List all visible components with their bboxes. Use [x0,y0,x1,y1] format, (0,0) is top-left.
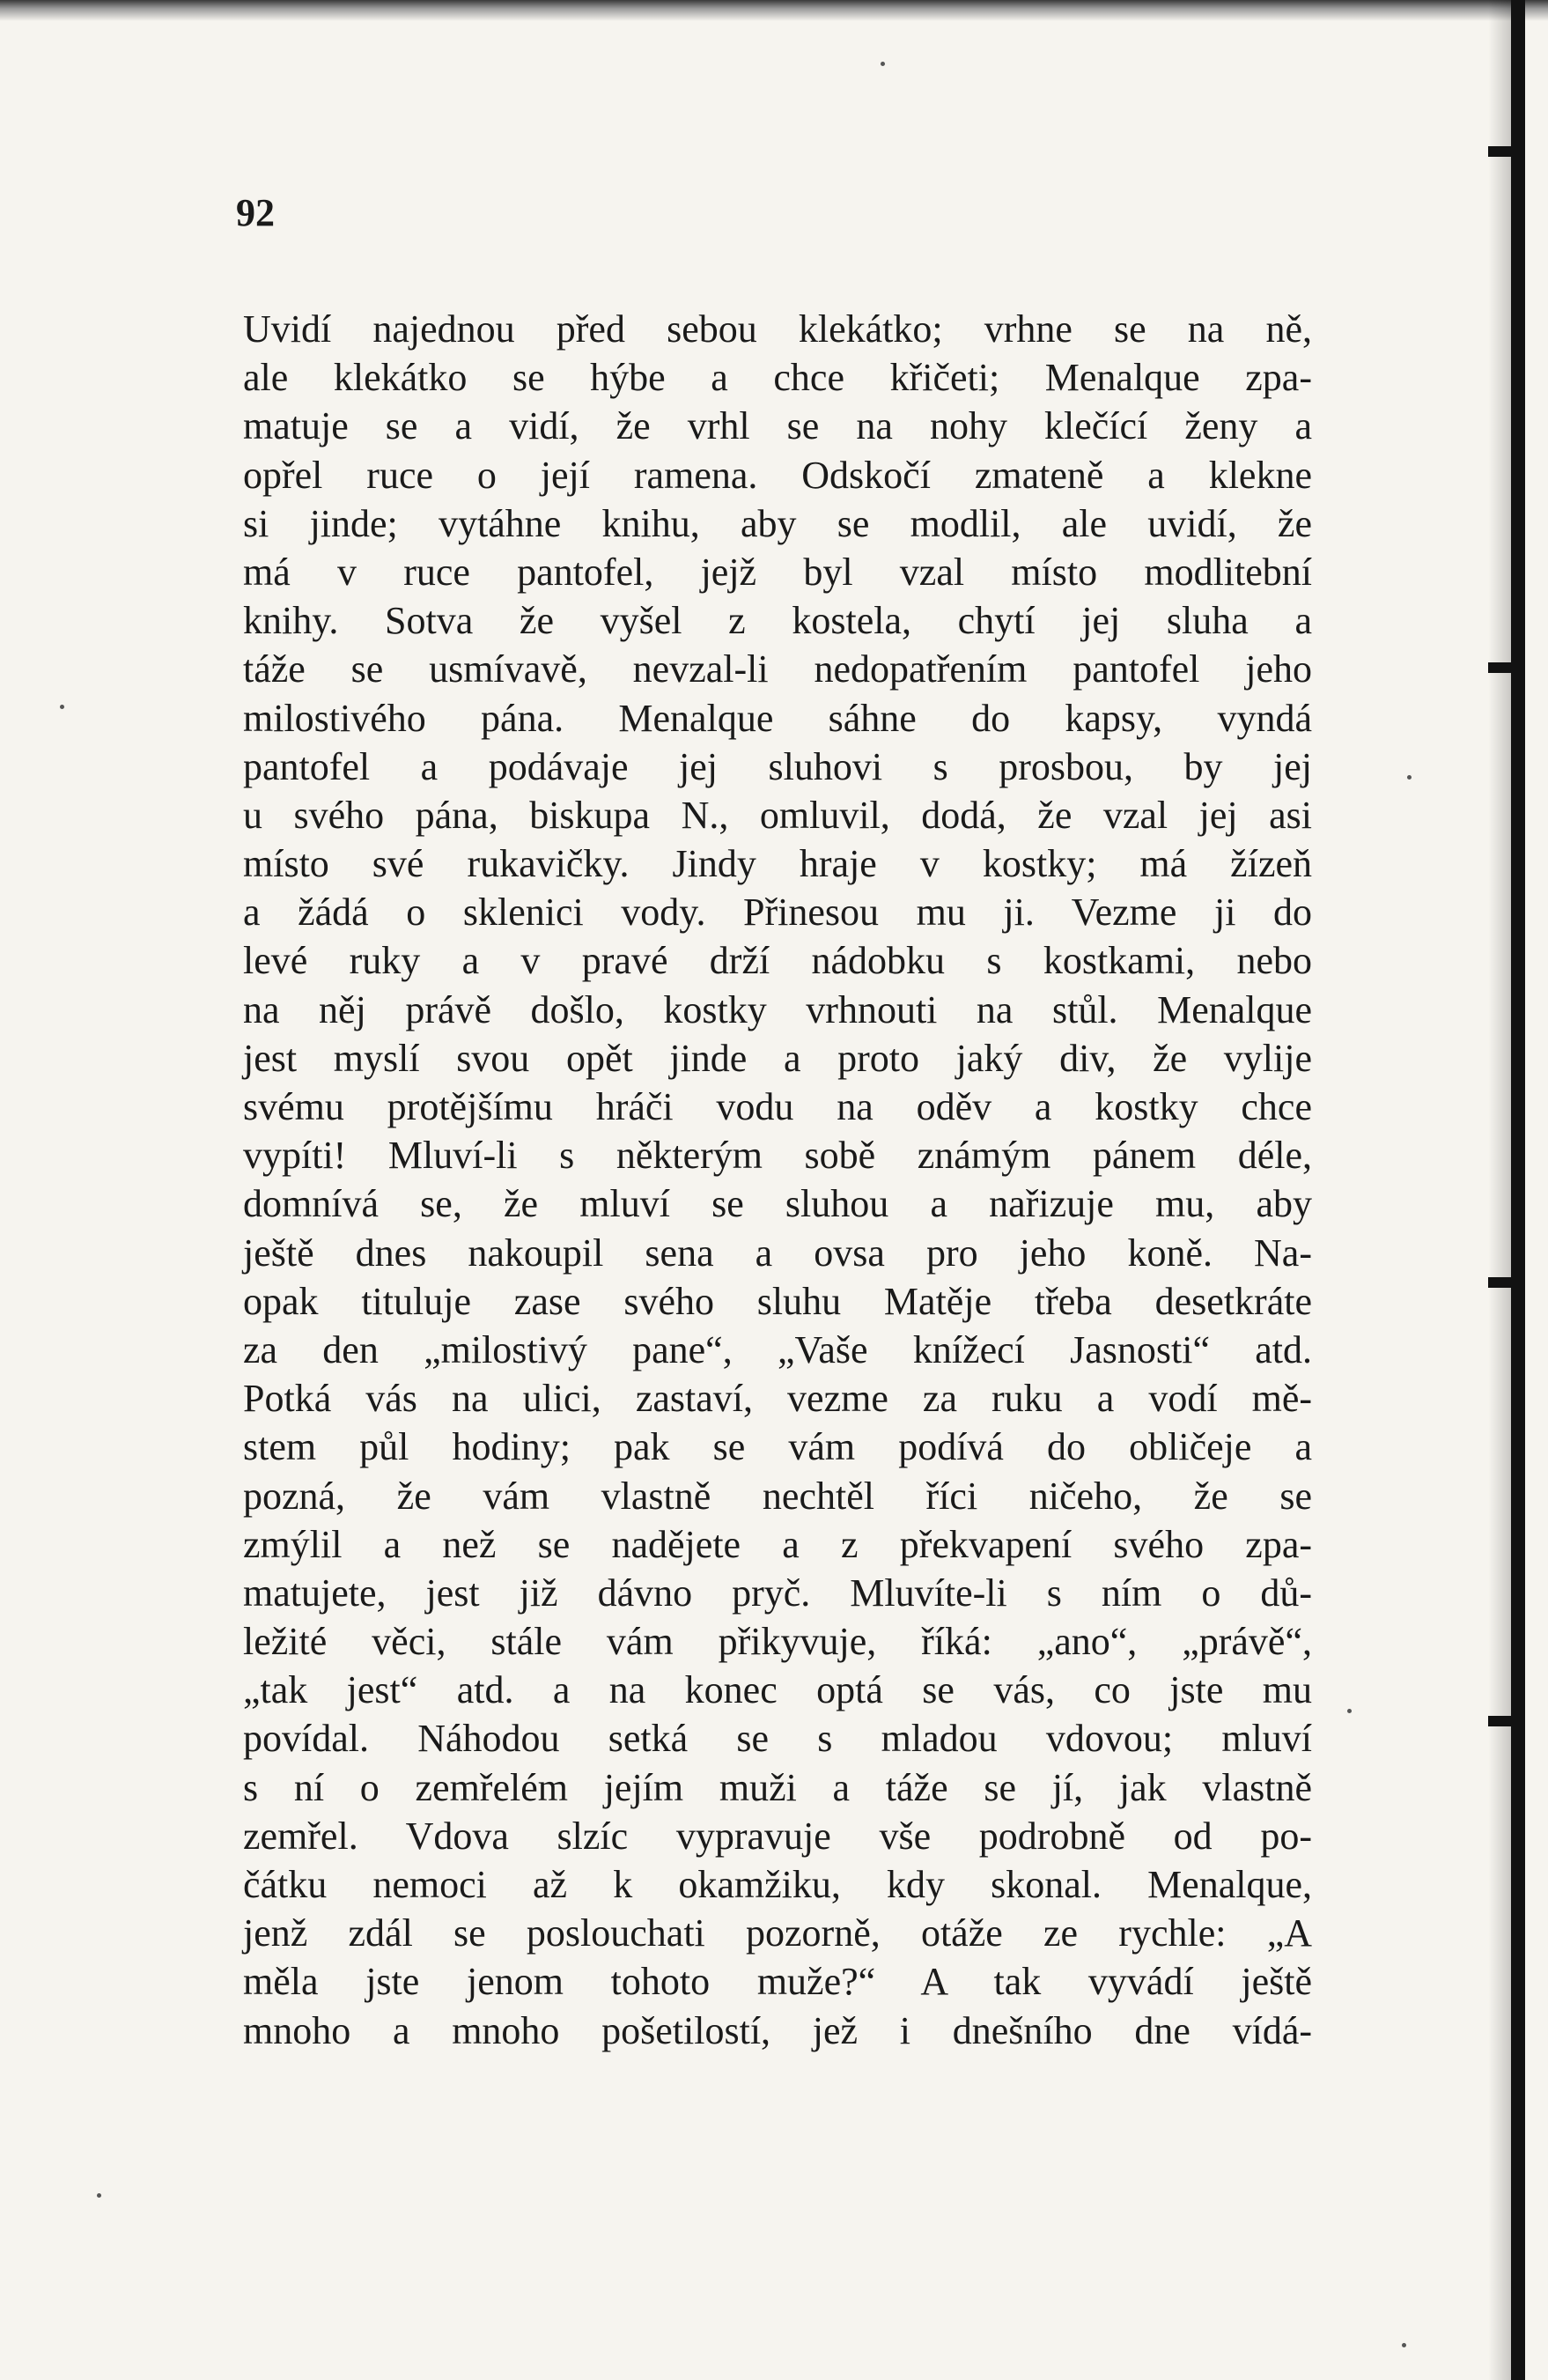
text-line: táže se usmívavě, nevzal-li nedopatřením pantofel jeho [243,647,1312,691]
text-line: jenž zdál se poslouchati pozorně, otáže ze rychle: „A [243,1911,1312,1955]
dust-speck [60,705,64,709]
text-line: domnívá se, že mluví se sluhou a nařizuje mu, aby [243,1182,1312,1226]
page-number: 92 [236,191,275,234]
dust-speck [1402,2343,1406,2347]
text-line: na něj právě došlo, kostky vrhnouti na stůl. Menalque [243,987,1312,1031]
binding-shadow [1488,0,1511,2380]
text-line: opak tituluje zase svého sluhu Matěje třeba desetkráte [243,1279,1312,1323]
text-line: vypíti! Mluví-li s některým sobě známým pánem déle, [243,1134,1312,1178]
text-line: čátku nemoci až k okamžiku, kdy skonal. Menalque, [243,1863,1312,1906]
text-line: má v ruce pantofel, jejž byl vzal místo modlitební [243,550,1312,594]
text-line: knihy. Sotva že vyšel z kostela, chytí jej sluha a [243,599,1312,643]
dust-speck [97,2193,101,2198]
text-line: pantofel a podávaje jej sluhovi s prosbou, by jej [243,744,1312,788]
text-line: povídal. Náhodou setká se s mladou vdovou; mluví [243,1717,1312,1761]
dust-speck [881,62,885,66]
text-line: jest myslí svou opět jinde a proto jaký div, že vylije [243,1036,1312,1080]
text-line: milostivého pána. Menalque sáhne do kapsy, vyndá [243,696,1312,740]
text-line: ležité věci, stále vám přikyvuje, říká: „ano“, „právě“, [243,1620,1312,1664]
text-line: matuje se a vidí, že vrhl se na nohy klečící ženy a [243,404,1312,448]
text-line: za den „milostivý pane“, „Vaše knížecí Jasnosti“ atd. [243,1327,1312,1371]
binding-edge [1511,0,1525,2380]
text-line: Potká vás na ulici, zastaví, vezme za ruku a vodí mě- [243,1377,1312,1421]
text-line: u svého pána, biskupa N., omluvil, dodá, že vzal jej asi [243,793,1312,837]
text-line: s ní o zemřelém jejím muži a táže se jí, jak vlastně [243,1765,1312,1809]
binding-mark [1488,1716,1515,1726]
binding-mark [1488,1277,1515,1288]
text-line: si jinde; vytáhne knihu, aby se modlil, ale uvidí, že [243,501,1312,545]
text-line: „tak jest“ atd. a na konec optá se vás, co jste mu [243,1668,1312,1712]
text-line: matujete, jest již dávno pryč. Mluvíte-li s ním o dů- [243,1571,1312,1615]
body-text [243,305,1312,2055]
binding-mark [1488,146,1515,157]
text-line: stem půl hodiny; pak se vám podívá do obličeje a [243,1425,1312,1469]
text-line: zemřel. Vdova slzíc vypravuje vše podrobně od po- [243,1814,1312,1858]
text-line: zmýlil a než se nadějete a z překvapení svého zpa- [243,1522,1312,1566]
text-line: ještě dnes nakoupil sena a ovsa pro jeho koně. Na- [243,1231,1312,1275]
text-line: ale klekátko se hýbe a chce křičeti; Menalque zpa- [243,356,1312,400]
text-line: místo své rukavičky. Jindy hraje v kostky; má žízeň [243,842,1312,886]
dust-speck [1347,1709,1352,1713]
text-line: opřel ruce o její ramena. Odskočí zmateně a klekne [243,453,1312,497]
text-line: svému protějšímu hráči vodu na oděv a kostky chce [243,1085,1312,1128]
text-line: mnoho a mnoho pošetilostí, jež i dnešního dne vídá- [243,2008,1312,2052]
text-line: levé ruky a v pravé drží nádobku s kostkami, nebo [243,939,1312,983]
binding-mark [1488,662,1515,673]
scan-top-edge [0,0,1548,21]
text-line: a žádá o sklenici vody. Přinesou mu ji. Vezme ji do [243,891,1312,935]
dust-speck [1407,775,1412,780]
text-line: pozná, že vám vlastně nechtěl říci ničeho, že se [243,1474,1312,1518]
text-line: měla jste jenom tohoto muže?“ A tak vyvádí ještě [243,1960,1312,2004]
text-line: Uvidí najednou před sebou klekátko; vrhne se na ně, [243,307,1312,351]
